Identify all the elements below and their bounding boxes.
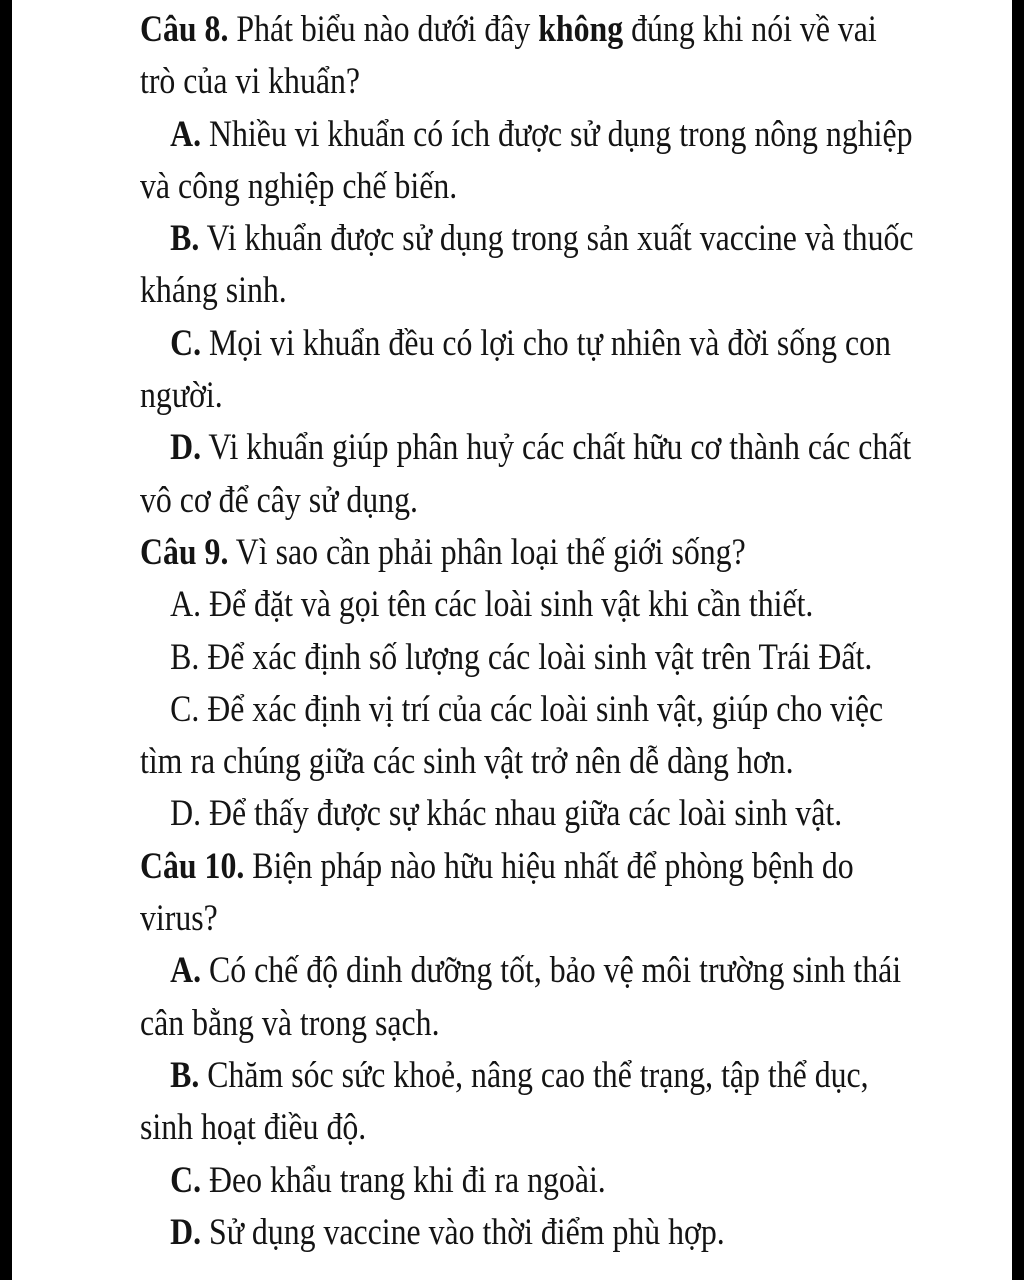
option-letter: A. [170, 113, 202, 155]
question-8-option-a [140, 109, 996, 161]
question-8-number: Câu 8. [140, 9, 229, 50]
question-10-number: Câu 10. [140, 845, 245, 887]
question-9-option-b: B. Để xác định số lượng các loài sinh vật trên Trái Đất. [170, 636, 873, 678]
question-10-stem: Biện pháp nào hữu hiệu nhất để phòng bệnh do [244, 845, 854, 887]
question-10-option-b-line-2: sinh hoạt điều độ. [140, 1107, 367, 1149]
question-9-option-d: D. Để thấy được sự khác nhau giữa các loài sinh vật. [170, 793, 843, 835]
option-text: Vi khuẩn được sử dụng trong sản xuất vaccine và thuốc [199, 218, 914, 260]
question-8-stem-emphasis: không [538, 9, 624, 50]
question-10-option-c [140, 1155, 996, 1207]
question-list [140, 4, 996, 1259]
question-9 [140, 527, 996, 841]
question-10-option-a [140, 945, 996, 997]
question-10-stem-line-2: virus? [140, 898, 218, 940]
question-10-option-a-line-2: cân bằng và trong sạch. [140, 1002, 440, 1044]
question-10-stem-line-1 [140, 841, 996, 893]
question-9-option-a: A. Để đặt và gọi tên các loài sinh vật khi cần thiết. [170, 584, 814, 626]
option-text: Chăm sóc sức khoẻ, nâng cao thể trạng, tập thể dục, [199, 1054, 869, 1096]
question-8 [140, 4, 996, 527]
question-9-stem-line-1 [140, 527, 996, 579]
option-text: Đeo khẩu trang khi đi ra ngoài. [201, 1159, 606, 1201]
option-letter: C. [170, 322, 202, 364]
question-10 [140, 841, 996, 1259]
option-text: Mọi vi khuẩn đều có lợi cho tự nhiên và đời sống con [201, 322, 891, 364]
question-8-option-b [140, 213, 996, 265]
question-8-option-b-line-2: kháng sinh. [140, 270, 287, 312]
question-8-option-c [140, 318, 996, 370]
question-8-option-d [140, 422, 996, 474]
question-9-option-c-line-2: tìm ra chúng giữa các sinh vật trở nên dễ dàng hơn. [140, 741, 794, 783]
question-8-option-a-line-2: và công nghiệp chế biến. [140, 165, 458, 207]
option-text: Có chế độ dinh dưỡng tốt, bảo vệ môi trường sinh thái [201, 950, 902, 992]
question-10-option-d [140, 1207, 996, 1259]
option-letter: B. [170, 1054, 200, 1096]
question-8-stem-line-1 [140, 4, 996, 56]
option-letter: A. [170, 950, 202, 992]
option-letter: B. [170, 218, 200, 260]
question-8-option-d-line-2: vô cơ để cây sử dụng. [140, 479, 418, 521]
option-letter: D. [170, 427, 202, 469]
question-9-number: Câu 9. [140, 531, 229, 573]
question-9-option-c: C. Để xác định vị trí của các loài sinh vật, giúp cho việc [170, 688, 884, 730]
question-9-stem: Vì sao cần phải phân loại thế giới sống? [228, 531, 746, 573]
document-page [12, 0, 1012, 1280]
question-8-stem-line-2: trò của vi khuẩn? [140, 61, 361, 103]
option-letter: D. [170, 1211, 202, 1253]
question-8-stem-start: Phát biểu nào dưới đây [228, 9, 539, 50]
option-text: Nhiều vi khuẩn có ích được sử dụng trong nông nghiệp [201, 113, 913, 155]
option-text: Sử dụng vaccine vào thời điểm phù hợp. [201, 1211, 725, 1253]
option-text: Vi khuẩn giúp phân huỷ các chất hữu cơ thành các chất [201, 427, 912, 469]
question-10-option-b [140, 1050, 996, 1102]
question-8-option-c-line-2: người. [140, 375, 223, 417]
option-letter: C. [170, 1159, 202, 1201]
question-8-stem-end: đúng khi nói về vai [623, 9, 877, 50]
